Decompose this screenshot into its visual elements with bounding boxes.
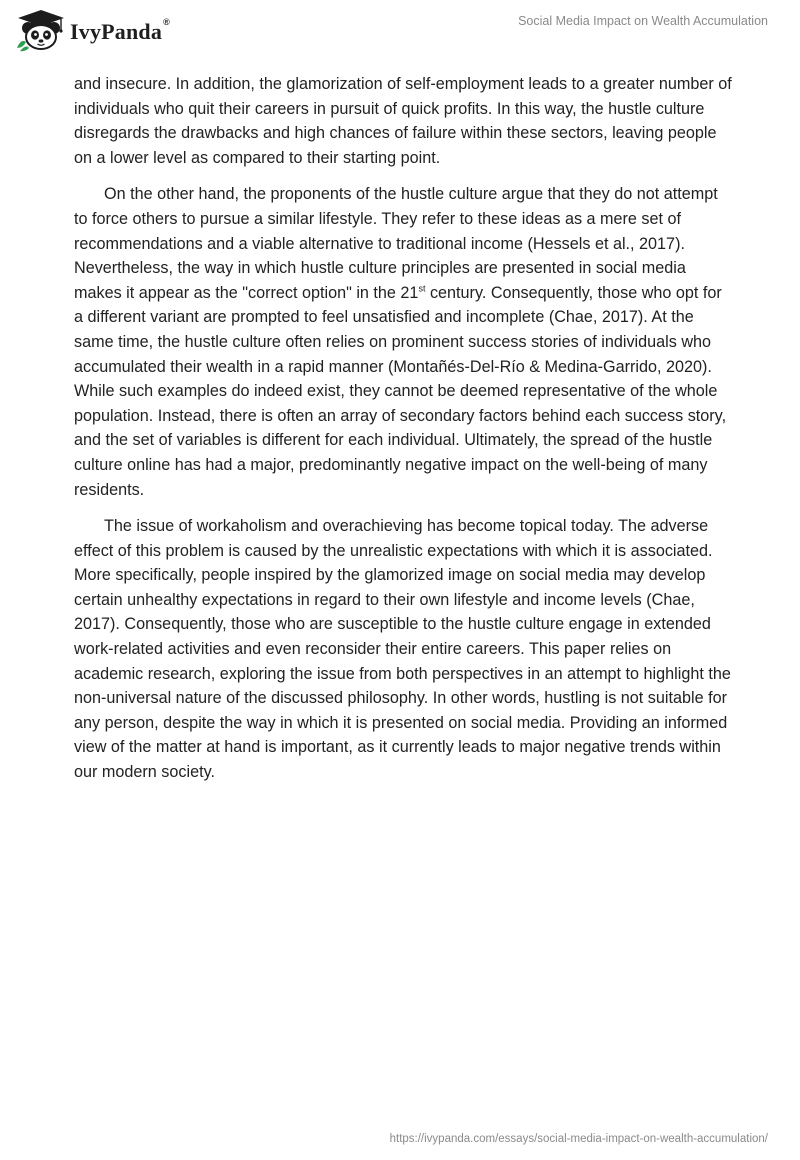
brand-name: IvyPanda® <box>70 17 170 44</box>
paragraph-2-text-start: On the other hand, the proponents of the hustle culture argue that they do not attempt to force others to pursue a similar lifestyle. They refer to these ideas as a mere set of recommendations and a viable alternative to traditional income (Hessels et al., 2017). Nevertheless, the way in which hustle culture principles are presented in social media makes it appear as the "correct option" in the 21 <box>74 185 718 302</box>
ivypanda-logo[interactable] <box>14 8 170 52</box>
paragraph-3: The issue of workaholism and overachieving has become topical today. The adverse effect of this problem is caused by the unrealistic expectations with which it is associated. More specifically, people inspired by the glamorized image on social media may develop certain unhealthy expectations in regard to their own lifestyle and income levels (Chae, 2017). Consequently, those who are susceptible to the hustle culture engage in extended work-related activities and even reconsider their entire careers. This paper relies on academic research, exploring the issue from both perspectives in an attempt to highlight the non-universal nature of the discussed philosophy. In other words, hustling is not suitable for any person, despite the way in which it is presented on social media. Providing an informed view of the matter at hand is important, as it currently leads to major negative trends within our modern society. <box>74 517 731 782</box>
paragraph-1: and insecure. In addition, the glamorization of self-employment leads to a greater number of individuals who quit their careers in pursuit of quick profits. In this way, the hustle culture disregards the drawbacks and high chances of failure within these sectors, leaving people on a lower level as compared to their starting point. <box>74 75 732 167</box>
registered-mark: ® <box>163 17 170 27</box>
paragraph-2 <box>74 182 734 502</box>
ordinal-suffix: st <box>418 283 426 294</box>
source-url[interactable]: https://ivypanda.com/essays/social-media-impact-on-wealth-accumulation/ <box>389 1133 768 1145</box>
running-title: Social Media Impact on Wealth Accumulation <box>518 14 768 28</box>
essay-body <box>74 72 734 797</box>
paragraph-2-text-end: century. Consequently, those who opt for a different variant are prompted to feel unsatisfied and incomplete (Chae, 2017). At the same time, the hustle culture often relies on prominent success stories of individuals who accumulated their wealth in a rapid manner (Montañés-Del-Río & Medina-Garrido, 2020). While such examples do indeed exist, they cannot be deemed representative of the whole population. Instead, there is often an array of secondary factors behind each success story, and the set of variables is different for each individual. Ultimately, the spread of the hustle culture online has had a major, predominantly negative impact on the well-being of many residents. <box>74 283 727 499</box>
panda-graduate-icon <box>14 8 68 52</box>
page-header <box>0 0 800 62</box>
